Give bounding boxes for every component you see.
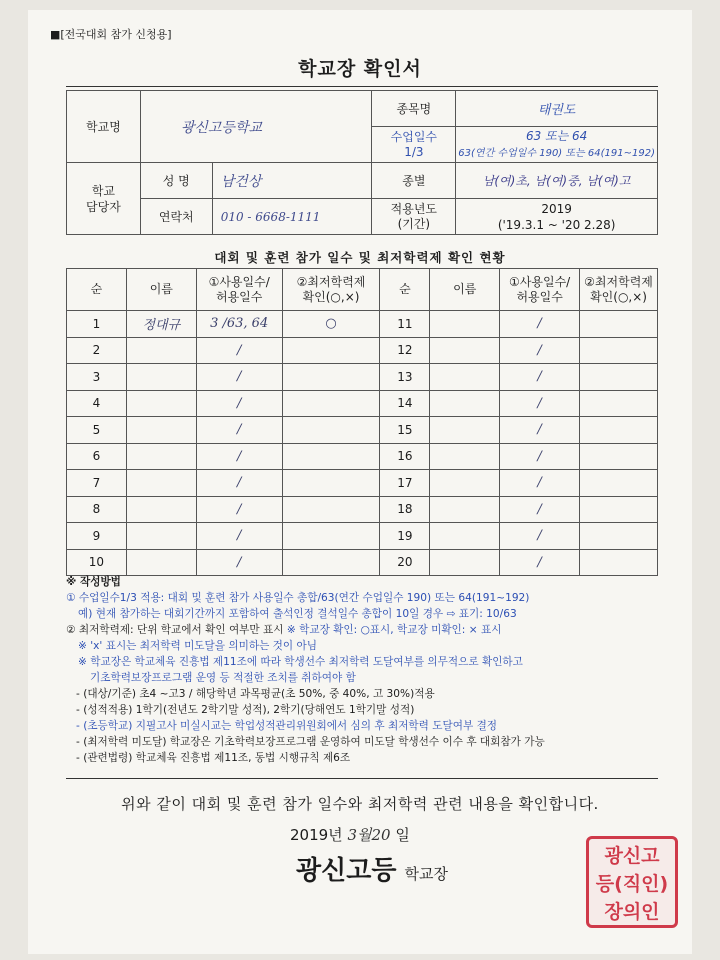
row-days[interactable]: 3 /63, 64 <box>196 311 282 338</box>
row-no: 10 <box>67 549 127 576</box>
seal-line-1: 광신고 <box>604 845 660 867</box>
class-days-value-2: 63(연간 수업일수 190) 또는 64(191~192) <box>458 147 655 159</box>
row-no: 5 <box>67 417 127 444</box>
table-row <box>67 390 658 417</box>
notes-heading: ※ 작성방법 <box>66 576 121 588</box>
name-label: 성 명 <box>140 163 212 199</box>
note-2c: ※ 학교장은 학교체육 진흥법 제11조에 따라 학생선수 최저학력 도달여부를 의무적으로 확인하고 <box>78 656 523 668</box>
event-value[interactable]: 태권도 <box>456 91 658 127</box>
header-days <box>196 269 282 311</box>
header-min-2col-1: ②최저학력제 <box>584 274 653 289</box>
note-2a-text: ② 최저학력제: 단위 학교에서 확인 여부만 표시 <box>66 624 284 636</box>
row-min-check-2[interactable] <box>580 496 658 523</box>
date-day-unit: 일 <box>395 826 410 844</box>
row-name[interactable] <box>126 390 196 417</box>
row-days[interactable]: / <box>196 496 282 523</box>
row-name-2[interactable] <box>430 417 500 444</box>
row-name[interactable] <box>126 470 196 497</box>
year-label <box>372 199 456 235</box>
row-no-2: 19 <box>380 523 430 550</box>
header-days-2col-1: ①사용일수/ <box>509 274 571 289</box>
row-days[interactable]: / <box>196 470 282 497</box>
row-min-check[interactable] <box>282 443 380 470</box>
row-no-2: 20 <box>380 549 430 576</box>
row-days[interactable]: / <box>196 549 282 576</box>
date-year: 2019년 <box>290 826 343 844</box>
year-label-2: (기간) <box>397 216 431 231</box>
row-no: 4 <box>67 390 127 417</box>
detail-1: - (대상/기준) 초4 ~고3 / 해당학년 과목평균(초 50%, 중 40%, 고 30%)적용 <box>76 688 435 700</box>
row-name-2[interactable] <box>430 443 500 470</box>
row-min-check-2[interactable] <box>580 311 658 338</box>
page-title: 학교장 확인서 <box>298 58 422 80</box>
row-no: 3 <box>67 364 127 391</box>
row-days[interactable]: / <box>196 417 282 444</box>
row-min-check[interactable] <box>282 549 380 576</box>
row-days-2[interactable]: / <box>500 364 580 391</box>
row-no-2: 11 <box>380 311 430 338</box>
row-days[interactable]: / <box>196 443 282 470</box>
header-name-2: 이름 <box>430 269 500 311</box>
table-row <box>67 443 658 470</box>
row-days[interactable]: / <box>196 390 282 417</box>
row-days-2[interactable]: / <box>500 337 580 364</box>
row-min-check-2[interactable] <box>580 470 658 497</box>
row-no-2: 16 <box>380 443 430 470</box>
form-tag: ■[전국대회 참가 신청용] <box>50 28 172 41</box>
header-days-2: 허용일수 <box>215 289 263 304</box>
header-min-2col-2: 확인(○,×) <box>590 289 647 304</box>
date-day[interactable]: 20 <box>371 826 391 844</box>
row-min-check-2[interactable] <box>580 417 658 444</box>
note-2b: ※ 'x' 표시는 최저학력 미도달을 의미하는 것이 아님 <box>78 640 317 652</box>
header-min-2: 확인(○,×) <box>302 289 360 304</box>
row-days-2[interactable]: / <box>500 390 580 417</box>
row-no: 9 <box>67 523 127 550</box>
confirm-date <box>290 824 410 845</box>
row-no: 7 <box>67 470 127 497</box>
detail-3: - (초등학교) 지필고사 미실시교는 학업성적관리위원회에서 심의 후 최저학력 도달여부 결정 <box>76 720 498 732</box>
row-days-2[interactable]: / <box>500 549 580 576</box>
note-2a <box>66 622 666 638</box>
row-name[interactable] <box>126 549 196 576</box>
table-row <box>67 496 658 523</box>
row-days-2[interactable]: / <box>500 417 580 444</box>
row-name[interactable] <box>126 364 196 391</box>
info-table <box>66 90 658 235</box>
row-days[interactable]: / <box>196 337 282 364</box>
note-1a: ① 수업일수1/3 적용: 대회 및 훈련 참가 사용일수 총합/63(연간 수업일수 190) 또는 64(191~192) <box>66 592 530 604</box>
official-seal-stamp <box>586 836 678 928</box>
row-days[interactable]: / <box>196 364 282 391</box>
row-min-check[interactable]: ○ <box>282 311 380 338</box>
note-2a-blue: ※ 학교장 확인: ○표시, 학교장 미확인: × 표시 <box>283 624 502 636</box>
row-days[interactable]: / <box>196 523 282 550</box>
row-no-2: 18 <box>380 496 430 523</box>
header-days-2col <box>500 269 580 311</box>
row-name-2[interactable] <box>430 470 500 497</box>
row-name-2[interactable] <box>430 496 500 523</box>
header-days-1: ①사용일수/ <box>208 274 270 289</box>
row-min-check-2[interactable] <box>580 390 658 417</box>
row-no: 8 <box>67 496 127 523</box>
table-row <box>67 523 658 550</box>
header-min-1: ②최저학력제 <box>296 274 366 289</box>
table-row <box>67 470 658 497</box>
gender-label: 종별 <box>372 163 456 199</box>
row-min-check[interactable] <box>282 496 380 523</box>
row-min-check[interactable] <box>282 390 380 417</box>
note-1b: 예) 현재 참가하는 대회기간까지 포함하여 출석인정 결석일수 총합이 10일 경우 ⇨ 표기: 10/63 <box>78 608 517 620</box>
header-no-2: 순 <box>380 269 430 311</box>
class-days-value-1: 63 또는 64 <box>525 128 588 143</box>
participation-table <box>66 268 658 576</box>
year-value-1: 2019 <box>541 201 572 216</box>
row-min-check[interactable] <box>282 470 380 497</box>
name-value[interactable]: 남건상 <box>212 163 372 199</box>
row-no-2: 12 <box>380 337 430 364</box>
row-no: 2 <box>67 337 127 364</box>
writing-instructions <box>66 574 666 766</box>
confirmation-text: 위와 같이 대회 및 훈련 참가 일수와 최저학력 관련 내용을 확인합니다. <box>121 795 599 813</box>
row-no-2: 14 <box>380 390 430 417</box>
staff-label-2: 담당자 <box>86 199 121 214</box>
gender-value[interactable]: 남(여)초, 남(여)중, 남(여)고 <box>456 163 658 199</box>
school-name-handwritten: 광신고등 <box>296 856 397 886</box>
row-name-2[interactable] <box>430 390 500 417</box>
notes-divider <box>66 778 658 779</box>
header-name: 이름 <box>126 269 196 311</box>
row-no-2: 17 <box>380 470 430 497</box>
note-2d: 기초학력보장프로그램 운영 등 적절한 조치를 취하여야 함 <box>90 672 356 684</box>
staff-label-1: 학교 <box>91 183 116 198</box>
detail-2: - (성적적용) 1학기(전년도 2학기말 성적), 2학기(당해연도 1학기말 성적) <box>76 704 415 716</box>
row-min-check[interactable] <box>282 337 380 364</box>
row-min-check-2[interactable] <box>580 337 658 364</box>
row-name[interactable] <box>126 496 196 523</box>
row-min-check[interactable] <box>282 523 380 550</box>
staff-label <box>67 163 141 235</box>
row-days-2[interactable]: / <box>500 523 580 550</box>
title-divider <box>66 86 658 87</box>
table-row <box>67 417 658 444</box>
class-days-label-1: 수업일수 <box>390 129 438 144</box>
row-name-2[interactable] <box>430 337 500 364</box>
row-min-check-2[interactable] <box>580 364 658 391</box>
row-min-check-2[interactable] <box>580 443 658 470</box>
header-days-2col-2: 허용일수 <box>516 289 563 304</box>
date-month[interactable]: 3월 <box>347 826 372 844</box>
row-min-check[interactable] <box>282 364 380 391</box>
detail-4: - (최저학력 미도달) 학교장은 기초학력보장프로그램 운영하여 미도달 학생선수 이수 후 대회참가 가능 <box>76 736 545 748</box>
row-name[interactable] <box>126 443 196 470</box>
contact-value[interactable]: 010 - 6668-1111 <box>212 199 372 235</box>
header-min <box>282 269 380 311</box>
row-name-2[interactable] <box>430 311 500 338</box>
row-name[interactable] <box>126 337 196 364</box>
row-no-2: 15 <box>380 417 430 444</box>
row-days-2[interactable]: / <box>500 311 580 338</box>
year-label-1: 적용년도 <box>390 201 438 216</box>
year-value-2: ('19.3.1 ~ '20 2.28) <box>497 217 616 232</box>
table-row <box>67 364 658 391</box>
row-min-check-2[interactable] <box>580 523 658 550</box>
table-row <box>67 311 658 338</box>
row-name[interactable] <box>126 523 196 550</box>
row-no: 6 <box>67 443 127 470</box>
row-no: 1 <box>67 311 127 338</box>
row-name-2[interactable] <box>430 523 500 550</box>
class-days-value <box>456 127 658 163</box>
principal-signature <box>296 850 448 887</box>
row-min-check[interactable] <box>282 417 380 444</box>
school-value[interactable]: 광신고등학교 <box>140 91 372 163</box>
header-no: 순 <box>67 269 127 311</box>
row-name-2[interactable] <box>430 549 500 576</box>
header-min-2col <box>580 269 658 311</box>
school-label: 학교명 <box>67 91 141 163</box>
row-days-2[interactable]: / <box>500 470 580 497</box>
row-days-2[interactable]: / <box>500 496 580 523</box>
row-no-2: 13 <box>380 364 430 391</box>
class-days-label <box>372 127 456 163</box>
seal-line-2: 등(직인) <box>595 873 669 895</box>
seal-line-3: 장의인 <box>604 901 660 923</box>
row-days-2[interactable]: / <box>500 443 580 470</box>
contact-label: 연락처 <box>140 199 212 235</box>
table-subtitle: 대회 및 훈련 참가 일수 및 최저학력제 확인 현황 <box>214 250 506 265</box>
row-name-2[interactable] <box>430 364 500 391</box>
row-min-check-2[interactable] <box>580 549 658 576</box>
event-label: 종목명 <box>372 91 456 127</box>
principal-suffix: 학교장 <box>404 865 448 883</box>
table-header-row <box>67 269 658 311</box>
class-days-label-2: 1/3 <box>404 144 424 159</box>
row-name[interactable] <box>126 417 196 444</box>
table-row <box>67 549 658 576</box>
table-row <box>67 337 658 364</box>
row-name[interactable]: 정대규 <box>126 311 196 338</box>
detail-5: - (관련법령) 학교체육 진흥법 제11조, 동법 시행규칙 제6조 <box>76 752 351 764</box>
year-value <box>456 199 658 235</box>
